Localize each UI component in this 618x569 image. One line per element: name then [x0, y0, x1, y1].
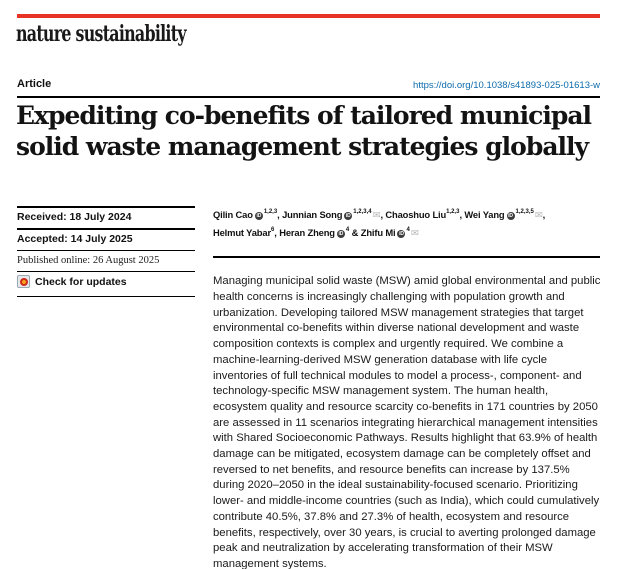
- crossmark-icon: [17, 275, 30, 288]
- divider: [17, 228, 195, 230]
- orcid-icon[interactable]: iD: [256, 213, 262, 220]
- received-date: Received: 18 July 2024: [17, 211, 132, 223]
- divider: [17, 296, 195, 297]
- divider: [17, 250, 195, 251]
- author-list: [213, 206, 617, 241]
- orcid-icon[interactable]: iD: [508, 213, 513, 220]
- doi-link[interactable]: https://doi.org/10.1038/s41893-025-01613-w: [413, 80, 600, 91]
- email-icon[interactable]: ✉: [534, 210, 543, 222]
- abstract-text: Managing municipal solid waste (MSW) amid global environmental and public health concerns is increasingly challenging with population growth and urbanization. Developing tailored MSW management strategies that target environmental co-benefits within diverse national development and waste composition contexts is complex and urgently required. We combine a machine-learning-derived MSW generation database with life cycle inventories of full technical modules to model a process-, component- and technology-specific MSW management system. The human health, ecosystem quality and resource scarcity co-benefits in 171 countries by 2050 are assessed in 11 scenarios integrating hierarchical management intensities with Shared Socioeconomic Pathways. Results highlight that 63.9% of health damage can be mitigated, ecosystem damage can be completely offset and reversed to net benefits, and resource benefits can increase by 137.5% during 2020–2050 in the ideal sustainability-focused scenario. Prioritizing lower- and middle-income countries (such as India), which could cumulatively contribute 40.5%, 37.8% and 27.3% of health, ecosystem and resource benefits, respectively, over 30 years, is crucial to averting prolonged damage peak and neutralization by accelerating transformation of their MSW management systems.: [213, 275, 601, 569]
- header-divider: [17, 96, 600, 98]
- author-name: Zhifu Mi $iD^4✉$: [360, 226, 419, 239]
- title-line-2: solid waste management strategies globally: [16, 131, 589, 161]
- author-name: Junnian Song iD$^{1,2,3,4}$✉,: [282, 209, 386, 222]
- divider: [17, 271, 195, 272]
- author-name: Chaoshuo Liu$^{1,2,3}$,: [385, 209, 465, 221]
- masthead-rule: [17, 14, 600, 18]
- author-name: Heran Zheng $iD^4$ &: [279, 226, 361, 238]
- author-name: Wei Yang iD$^{1,2,3,5}$✉,: [464, 209, 546, 222]
- check-for-updates-label: Check for updates: [35, 275, 127, 288]
- orcid-icon[interactable]: iD: [399, 230, 404, 237]
- article-title: [16, 101, 591, 162]
- published-date: Published online: 26 August 2025: [17, 255, 160, 266]
- email-icon[interactable]: ✉: [410, 227, 419, 239]
- check-for-updates-button[interactable]: [17, 275, 127, 288]
- journal-logo: nature sustainability: [16, 21, 186, 47]
- email-icon[interactable]: ✉: [372, 210, 381, 222]
- author-name: Qilin Cao iD$^{1,2,3}$,: [213, 209, 283, 221]
- orcid-icon[interactable]: iD: [345, 213, 351, 220]
- abstract-divider: [213, 256, 600, 258]
- title-line-1: Expediting co-benefits of tailored municipal: [16, 101, 592, 130]
- article-type-label: Article: [17, 78, 52, 90]
- divider: [17, 206, 195, 208]
- author-name: Helmut Yabar$^6$,: [213, 226, 280, 238]
- accepted-date: Accepted: 14 July 2025: [17, 233, 133, 245]
- orcid-icon[interactable]: iD: [338, 230, 344, 237]
